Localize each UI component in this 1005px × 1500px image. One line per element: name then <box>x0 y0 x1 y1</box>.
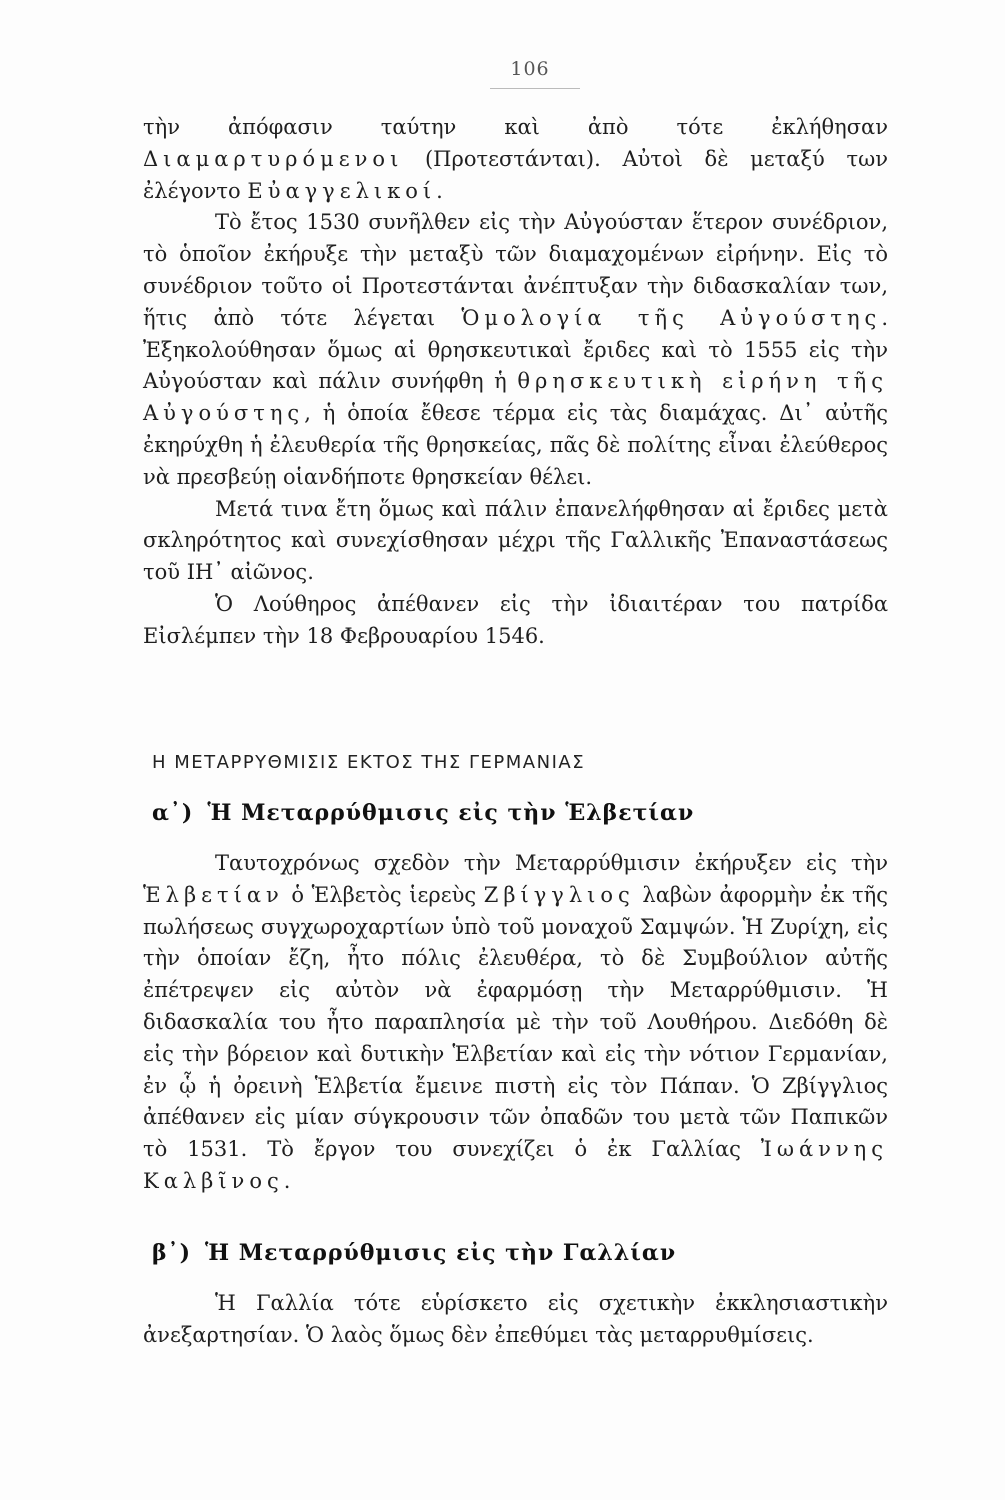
text-block-3 <box>143 1288 888 1352</box>
subsection-title: Ἡ Μεταρρύθμισις εἰς τὴν Ἑλβετίαν <box>207 800 695 826</box>
subsection-heading-a <box>152 800 694 826</box>
subsection-marker: β᾽) <box>152 1240 192 1266</box>
subsection-marker: α᾽) <box>152 800 194 826</box>
page-number-rule <box>490 88 580 89</box>
text-block-2 <box>143 848 888 1198</box>
page-number: 106 <box>510 58 550 80</box>
paragraph: Ταυτοχρόνως σχεδὸν τὴν Μεταρρύθμισιν ἐκήρυξεν εἰς τὴν Ἑλβετίαν ὁ Ἑλβετὸς ἱερεὺς Ζβίγγλιος λαβὼν ἀφορμὴν ἐκ τῆς πωλήσεως συγχωροχαρτίων ὑπὸ τοῦ μοναχοῦ Σαμψών. Ἡ Ζυρίχη, εἰς τὴν ὁποίαν ἔζη, ἦτο πόλις ἐλευθέρα, τὸ δὲ Συμβούλιον αὐτῆς ἐπέτρεψεν εἰς αὐτὸν νὰ ἐφαρμόσῃ τὴν Μεταρρύθμισιν. Ἡ διδασκαλία του ἦτο παραπλησία μὲ τὴν τοῦ Λουθήρου. Διεδόθη δὲ εἰς τὴν βόρειον καὶ δυτικὴν Ἑλβετίαν καὶ εἰς τὴν νότιον Γερμανίαν, ἐν ᾧ ἡ ὀρεινὴ Ἑλβετία ἔμεινε πιστὴ εἰς τὸν Πάπαν. Ὁ Ζβίγγλιος ἀπέθανεν εἰς μίαν σύγκρουσιν τῶν ὀπαδῶν του μετὰ τῶν Παπικῶν τὸ 1531. Τὸ ἔργον του συνεχίζει ὁ ἐκ Γαλλίας Ἰωάννης Καλβῖνος. <box>143 851 888 1193</box>
spaced-term: θρησκευτικὴ εἰρήνη τῆς Αὐγούστης <box>143 369 888 426</box>
spaced-term: Εὐαγγελικοί. <box>247 178 448 203</box>
spaced-term: Ἰωάννης Καλβῖνος <box>143 1137 888 1193</box>
text-block-1 <box>143 112 888 653</box>
paragraph: τὴν ἀπόφασιν ταύτην καὶ ἀπὸ τότε ἐκλήθησαν Διαμαρτυρόμενοι (Προτεστάνται). Αὐτοὶ δὲ μεταξύ των ἐλέγοντο Εὐαγγελικοί. <box>143 115 888 203</box>
section-title: Η ΜΕΤΑΡΡΥΘΜΙΣΙΣ ΕΚΤΟΣ ΤΗΣ ΓΕΡΜΑΝΙΑΣ <box>152 752 586 773</box>
spaced-term: Διαμαρτυρόμενοι <box>143 146 404 171</box>
paragraph: Ἡ Γαλλία τότε εὑρίσκετο εἰς σχετικὴν ἐκκλησιαστικὴν ἀνεξαρτησίαν. Ὁ λαὸς ὅμως δὲν ἐπεθύμει τὰς μεταρρυθμίσεις. <box>143 1291 888 1347</box>
subsection-heading-b <box>152 1240 676 1266</box>
spaced-term: Ἑλβετίαν <box>143 882 284 907</box>
paragraph: Μετά τινα ἔτη ὅμως καὶ πάλιν ἐπανελήφθησαν αἱ ἔριδες μετὰ σκληρότητος καὶ συνεχίσθησαν μέχρι τῆς Γαλλικῆς Ἐπαναστάσεως τοῦ ΙΗ᾽ αἰῶνος. <box>143 496 888 585</box>
paragraph: Ὁ Λούθηρος ἀπέθανεν εἰς τὴν ἰδιαιτέραν του πατρίδα Εἰσλέμπεν τὴν 18 Φεβρουαρίου 1546. <box>143 591 888 648</box>
subsection-title: Ἡ Μεταρρύθμισις εἰς τὴν Γαλλίαν <box>205 1240 677 1266</box>
paragraph: Τὸ ἔτος 1530 συνῆλθεν εἰς τὴν Αὐγούσταν ἕτερον συνέδριον, τὸ ὁποῖον ἐκήρυξε τὴν μεταξὺ τῶν διαμαχομένων εἰρήνην. Εἰς τὸ συνέδριον τοῦτο οἱ Προτεστάνται ἀνέπτυξαν τὴν διδασκαλίαν των, ἥτις ἀπὸ τότε λέγεται Ὁμολογία τῆς Αὐγούστης. Ἐξηκολούθησαν ὅμως αἱ θρησκευτικαὶ ἔριδες καὶ τὸ 1555 εἰς τὴν Αὐγούσταν καὶ πάλιν συνήφθη ἡ θρησκευτικὴ εἰρήνη τῆς Αὐγούστης, ἡ ὁποία ἔθεσε τέρμα εἰς τὰς διαμάχας. Δι᾽ αὐτῆς ἐκηρύχθη ἡ ἐλευθερία τῆς θρησκείας, πᾶς δὲ πολίτης εἶναι ἐλεύθερος νὰ πρεσβεύῃ οἱανδήποτε θρησκείαν θέλει. <box>143 210 888 489</box>
spaced-term: Ὁμολογία τῆς Αὐγούστης <box>461 305 882 330</box>
spaced-term: Ζβίγγλιος <box>483 882 635 907</box>
